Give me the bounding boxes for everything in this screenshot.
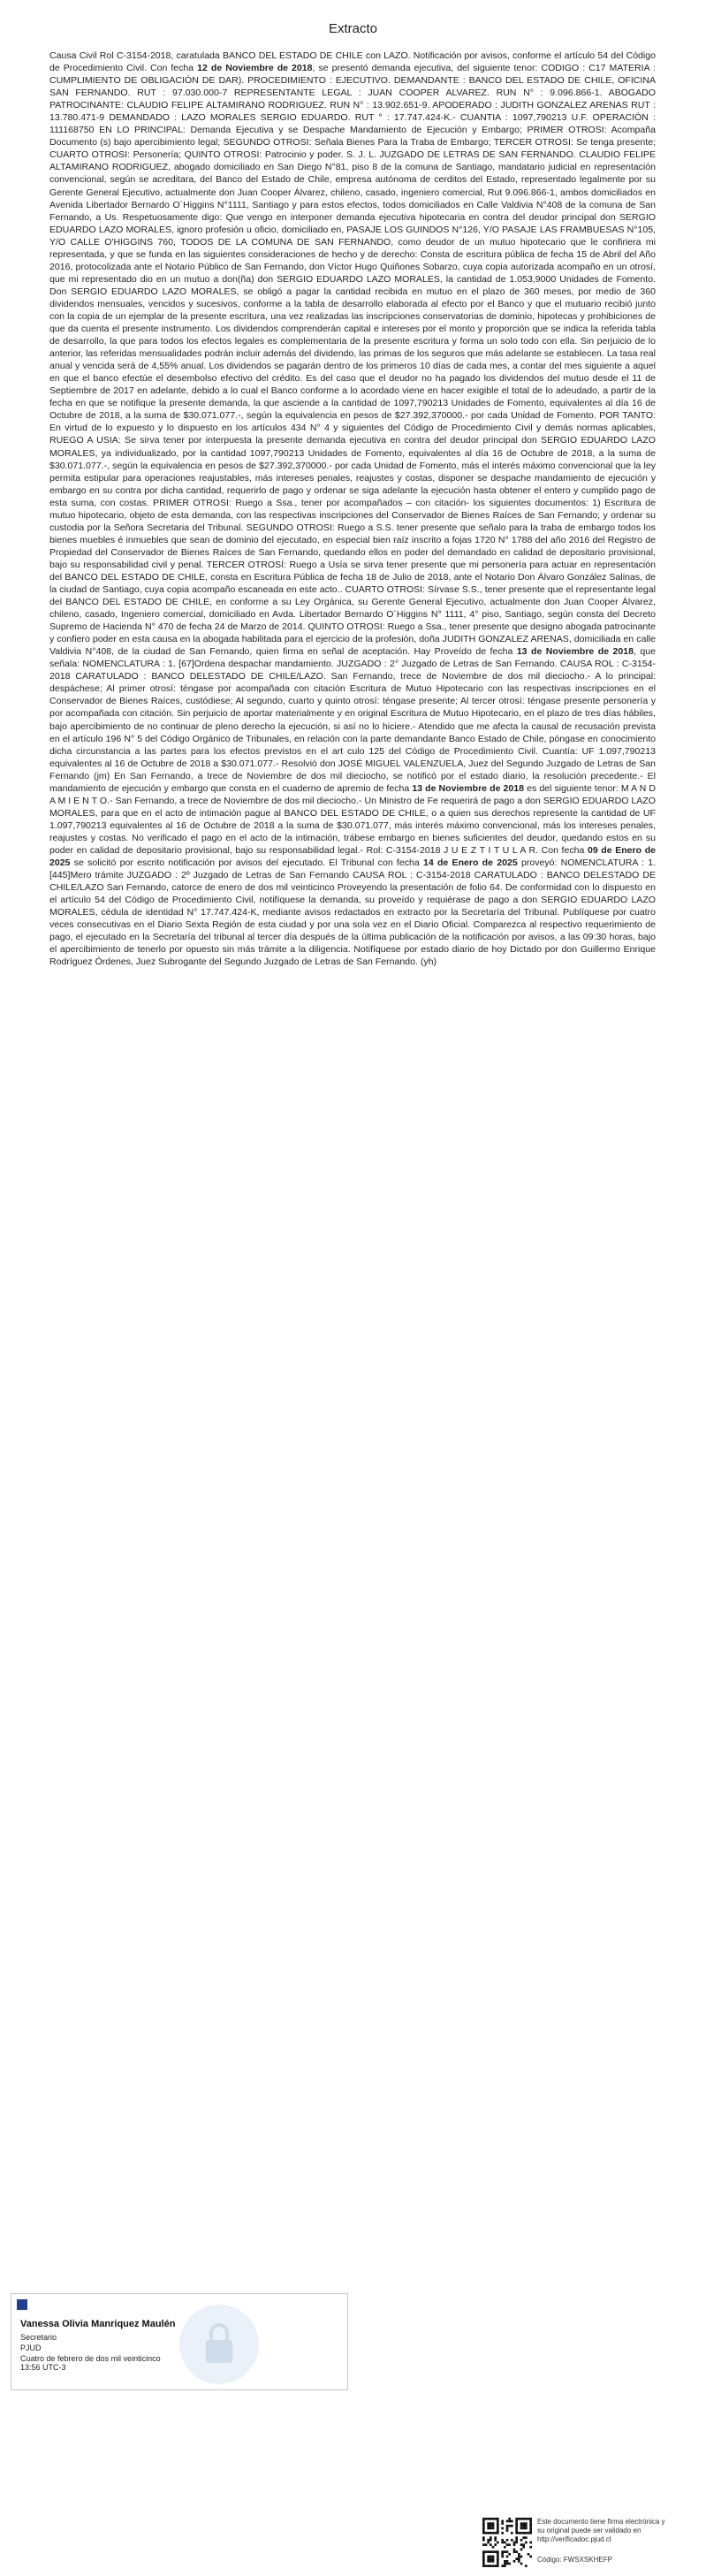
seal-watermark (179, 2305, 259, 2384)
signature-date: Cuatro de febrero de dos mil veinticinco (20, 2354, 161, 2363)
highlighted-date: 14 de Enero de 2025 (423, 857, 518, 869)
signature-time: 13:56 UTC-3 (20, 2363, 66, 2372)
text-run: , que señala: NOMENCLATURA : 1. [67]Ordena despachar mandamiento. JUZGADO : 2° Juzgado de Letras de San Fernando. CAUSA ROL : C-3154-2018 CARATULADO : BANCO DELESTADO DE CHILE/LAZO. San Fernando, trece de Noviembre de dos mil dieciocho.- A lo principal: despáchese; Al primer otrosí: téngase por acompañada con citación Escritura de Mutuo Hipotecario con las respectivas inscripciones en el Conservador de Bienes Raíces, custódiese; Al segundo, cuarto y quinto otrosí: téngase presente; Al tercer otrosí: téngase presente personería y por acompañada con citación. Sin perjuicio de aportar materialmente y en original Escritura de Mutuo Hipotecario, en el plazo de tres días hábiles, bajo apercibimiento de no continuar de pleno derecho la ejecución, si así no lo hiciere.- Atendido que me afecta la causal de recusación prevista en el artículo 196 N° 5 del Código Orgánico de Tribunales, en relación con la parte demandante Banco Estado de Chile, póngase en conocimiento dicha circunstancia a las partes para los efectos previstos en el art culo 125 del Código de Procedimiento Civil. Cuantía: UF 1.097,790213 equivalentes al 16 de Octubre de 2018 a $30.071.077.- Resolvió don JOSÉ MIGUEL VALENZUELA, Juez del Segundo Juzgado de Letras de San Fernando (jm) En San Fernando, a trece de Noviembre de dos mil dieciocho, se notificó por el estado diario, la resolución precedente.- El mandamiento de ejecución y embargo que consta en el cuaderno de apremio de fecha (49, 646, 656, 794)
lock-icon (179, 2305, 259, 2384)
text-run: se solicitó por escrito notificación por avisos del ejecutado. El Tribunal con fecha (70, 857, 423, 869)
text-run: es del siguiente tenor: M A N D A M I E N T O.- San Fernando, a trece de Noviembre de dos mil dieciocho.- Un Ministro de Fe requerirá de pago a don SERGIO EDUARDO LAZO MORALES, para que en el acto de intimación pague al BANCO DEL ESTADO DE CHILE, o a quien sus derechos represente la cantidad de UF 1.097,790213 equivalentes al 16 de Octubre de 2018 a la suma de $30.071.077, más interés máximo convencional, más los intereses penales, reajustes y costas. No verificado el pago en el acto de la intimación, trábese embargo en bienes suficientes del deudor, quedando estos en su poder en calidad de depositario provisional, bajo su responsabilidad legal.- Rol: C-3154-2018 J U E Z T I T U L A R. Con fecha (49, 782, 657, 856)
text-run: proveyó: NOMENCLATURA : 1. [445]Mero trámite JUZGADO : 2º Juzgado de Letras de San Fernando CAUSA ROL : C-3154-2018 CARATULADO : BANCO DELESTADO DE CHILE/LAZO San Fernando, catorce de enero de dos mil veinticinco Proveyendo la presentación de folio 64. De conformidad con lo dispuesto en el artículo 54 del Código de Procedimiento Civil, notifíquese la demanda, su proveído y requiérase de pago a don SERGIO EDUARDO LAZO MORALES, cédula de identidad N° 17.747.424-K, mediante avisos redactados en extracto por la Secretaría del Tribunal. Publíquese por cuatro veces consecutivas en el Diario Sexta Región de esta ciudad y por una sola vez en el Diario Oficial. Comparezca al respectivo requerimiento de pago, el ejecutado en la Secretaría del tribunal al tercer día después de la última publicación de la notificación por avisos, a las 09:30 horas, bajo el apercibimiento de tenerlo por opuesto sin más trámite a la diligencia. Notifíquese por estado diario de hoy Dictado por don Guillermo Enrique Rodríguez Órdenes, Juez Subrogante del Segundo Juzgado de Letras de San Fernando. (yh) (49, 857, 656, 968)
verification-note: Este documento tiene firma electrónica y su original puede ser validado en http://verificadoc.pjud.cl (537, 2518, 665, 2543)
signer-role: Secretario (20, 2333, 57, 2342)
highlighted-date: 13 de Noviembre de 2018 (412, 782, 524, 794)
verification-code: Código: FWSXSKHEFP (537, 2556, 612, 2564)
text-run: , se presentó demanda ejecutiva, del siguiente tenor: CODIGO : C17 MATERIA : CUMPLIMIENTO DE OBLIGACIÓN DE DAR). PROCEDIMIENTO : EJECUTIVO. DEMANDANTE : BANCO DEL ESTADO DE CHILE, OFICINA SAN FERNANDO. RUT : 97.030.000-7 REPRESENTANTE LEGAL : JUAN COOPER ALVAREZ. RUN N° : 9.096.866-1. ABOGADO PATROCINANTE: CLAUDIO FELIPE ALTAMIRANO RODRIGUEZ. RUN N° : 13.902.651-9. APODERADO : JUDITH GONZALEZ ARENAS RUT : 13.780.471-9 DEMANDADO : LAZO MORALES SERGIO EDUARDO. RUT ° : 17.747.424-K.- CUANTIA : 1097,790213 U.F. OPERACIÓN : 111168750 EN LO PRINCIPAL: Demanda Ejecutiva y se Despache Mandamiento de Ejecución y Embargo; PRIMER OTROSI: Acompaña Documento (s) bajo apercibimiento legal; SEGUNDO OTROSI: Señala Bienes Para la Traba de Embargo; TERCER OTROSI: Se tenga presente; CUARTO OTROSI: Personería; QUINTO OTROSI: Patrocinio y poder. S. J. L. JUZGADO DE LETRAS DE SAN FERNANDO. CLAUDIO FELIPE ALTAMIRANO RODRIGUEZ, abogado domiciliado en San Diego N°81, piso 8 de la comuna de Santiago, mandatario judicial en representación convencional, según se acreditara, del Banco del Estado de Chile, empresa autónoma de cerditos del Estado, representado legalmente por su Gerente General Ejecutivo, actualmente don Juan Cooper Álvarez, chileno, casado, ingeniero comercial, Rut 9.096.866-1, ambos domiciliados en Avenida Libertador Bernardo O´Higgins N°1111, Santiago y para estos efectos, todos domiciliados en Calle Valdivia N°408 de la comuna de San Fernando, a Us. Respetuosamente digo: Que vengo en interponer demanda ejecutiva hipotecaria en contra del deudor principal don SERGIO EDUARDO LAZO MORALES, ignoro profesión u oficio, domiciliado en, PASAJE LOS GUINDOS N°126, Y/O PASAJE LAS FRAMBUESAS N°105, Y/O CALLE O'HIGGINS 760, TODOS DE LA COMUNA DE SAN FERNANDO, como deudor de un mutuo hipotecario que le confiriera mi representada, y que se funda en las siguientes consideraciones de hecho y de derecho: Consta de escritura pública de fecha 15 de Abril del Año 2016, protocolizada ante el Notario Público de San Fernando, don Víctor Hugo Quiñones Sobarzo, cuya copia autorizada acompaño en un otrosí, que mi representado dio en un mutuo a don(ña) don SERGIO EDUARDO LAZO MORALES, la cantidad de 1.053,9000 Unidades de Fomento. Don SERGIO EDUARDO LAZO MORALES, se obligó a pagar la cantidad recibida en mutuo en el plazo de 360 meses, por medio de 360 dividendos mensuales, vencidos y sucesivos, conforme a la tabla de desarrollo elaborada al efecto por el Banco y que el mutuario recibió junto con la copia de un ejemplar de la presente escritura, una vez realizadas las inscripciones conservatorias de dominio, hipotecas y prohibiciones de que da cuenta el presente instrumento. Los dividendos comprenderán capital e intereses por el monto y proporción que se indica la referida tabla de desarrollo, la que para todos los efectos legales es complementaria de la presente escritura y forma un solo todo con ella. Sin perjuicio de lo anterior, las referidas mensualidades podrán incluir además del dividendo, las primas de los seguros que más adelante se establecen. La tasa real anual y vencida será de 4,55% anual. Los dividendos se pagarán dentro de los primeros 10 días de cada mes, a contar del mes siguiente a aquel en que el banco efectúe el desembolso efectivo del crédito. Es del caso que el deudor no ha pagado los dividendos del mutuo desde el 11 de Septiembre de 2017 en adelante, debido a lo cual el Banco conforme a lo acordado viene en hacer exigible el total de lo adeudado, a partir de la fecha en que se notifique la presente demanda, la que asciende a la cantidad de 1097,790213 Unidades de Fomento, equivalentes al día 16 de Octubre de 2018, a la suma de $30.071.077.-, según la equivalencia en pesos de $27.392,370000.- por cada Unidad de Fomento. POR TANTO: En virtud de lo expuesto y lo dispuesto en los artículos 434 N° 4 y siguientes del Código de Procedimiento Civil y demás normas aplicables, RUEGO A USIA: Se sirva tener por interpuesta la presente demanda ejecutiva en contra del deudor principal don SERGIO EDUARDO LAZO MORALES, ya individualizado, por la cantidad 1097,790213 Unidades de Fomento, equivalentes al día 16 de Octubre de 2018, a la suma de $30.071.077.-, según la equivalencia en pesos de $27.392,370000.- por cada Unidad de Fomento, más el interés máximo convencional que la ley permita estipular para operaciones reajustables, más intereses penales, reajustes y costas, disponer se despache mandamiento de ejecución y embargo en su contra por dicha cantidad, requerirlo de pago y ordenar se siga adelante la ejecución hasta obtener el entero y cumplido pago de esta suma, con costas. PRIMER OTROSI: Ruego a Ssa., tener por acompañados – con citación- los siguientes documentos: 1) Escritura de mutuo hipotecario, objeto de esta demanda, con las respectivas inscripciones del Conservador de Bienes Raíces de San Fernando; y ordenar su custodia por la Señora Secretaria del Tribunal. SEGUNDO OTROSI: Ruego a S.S. tener presente que señalo para la traba de embargo todos los bienes muebles é inmuebles que sean de dominio del ejecutado, en especial bien raíz inscrito a fojas 1720 N° 1788 del año 2016 del Registro de Propiedad del Conservador de Bienes Raíces de San Fernando, quedando ellos en poder del demandado en calidad de depositario provisional, bajo su responsabilidad civil y penal. TERCER OTROSÍ: Ruego a Usía se sirva tener presente que mi personería para actuar en representación del BANCO DEL ESTADO DE CHILE, consta en Escritura Pública de fecha 18 de Julio de 2018, ante el Notario Don Álvaro González Salinas, de la ciudad de Santiago, cuya copia acompaño escaneada en este acto.. CUARTO OTROSI: Sírvase S.S., tener presente que el representante legal del BANCO DEL ESTADO DE CHILE, en conforme a su Ley Orgánica, su Gerente General Ejecutivo, actualmente don Juan Cooper Álvarez, chileno, casado, Ingeniero comercial, domiciliado en Avda. Libertador Bernardo O´Higgins N° 1111, 4° piso, Santiago, según consta del Decreto Supremo de Hacienda N° 470 de fecha 24 de Marzo de 2014. QUINTO OTROSI: Ruego a Ssa., tener presente que designo abogada patrocinante y confiero poder en esta causa en la abogada habilitada para el ejercicio de la profesión, doña JUDITH GONZALEZ ARENAS, domiciliada en calle Valdivia N°408, de la ciudad de San Fernando, quien firma en señal de aceptación. Hay Proveído de fecha (49, 63, 656, 658)
signer-name: Vanessa Olivia Manriquez Maulén (20, 2319, 176, 2329)
highlighted-date: 13 de Noviembre de 2018 (516, 646, 634, 658)
qr-code (482, 2518, 532, 2567)
highlighted-date: 09 de Enero de 2025 (49, 845, 656, 869)
institution-icon (17, 2299, 27, 2310)
document-title: Extracto (328, 21, 378, 36)
signer-institution: PJUD (20, 2344, 42, 2352)
body-paragraph (49, 50, 656, 968)
highlighted-date: 12 de Noviembre de 2018 (197, 63, 313, 74)
text-run: Causa Civil Rol C-3154-2018, caratulada BANCO DEL ESTADO DE CHILE con LAZO. Notificación por avisos, conforme el artículo 54 del Código de Procedimiento Civil. Con fecha (49, 50, 656, 74)
document-body (49, 50, 656, 968)
signature-box (11, 2293, 348, 2390)
